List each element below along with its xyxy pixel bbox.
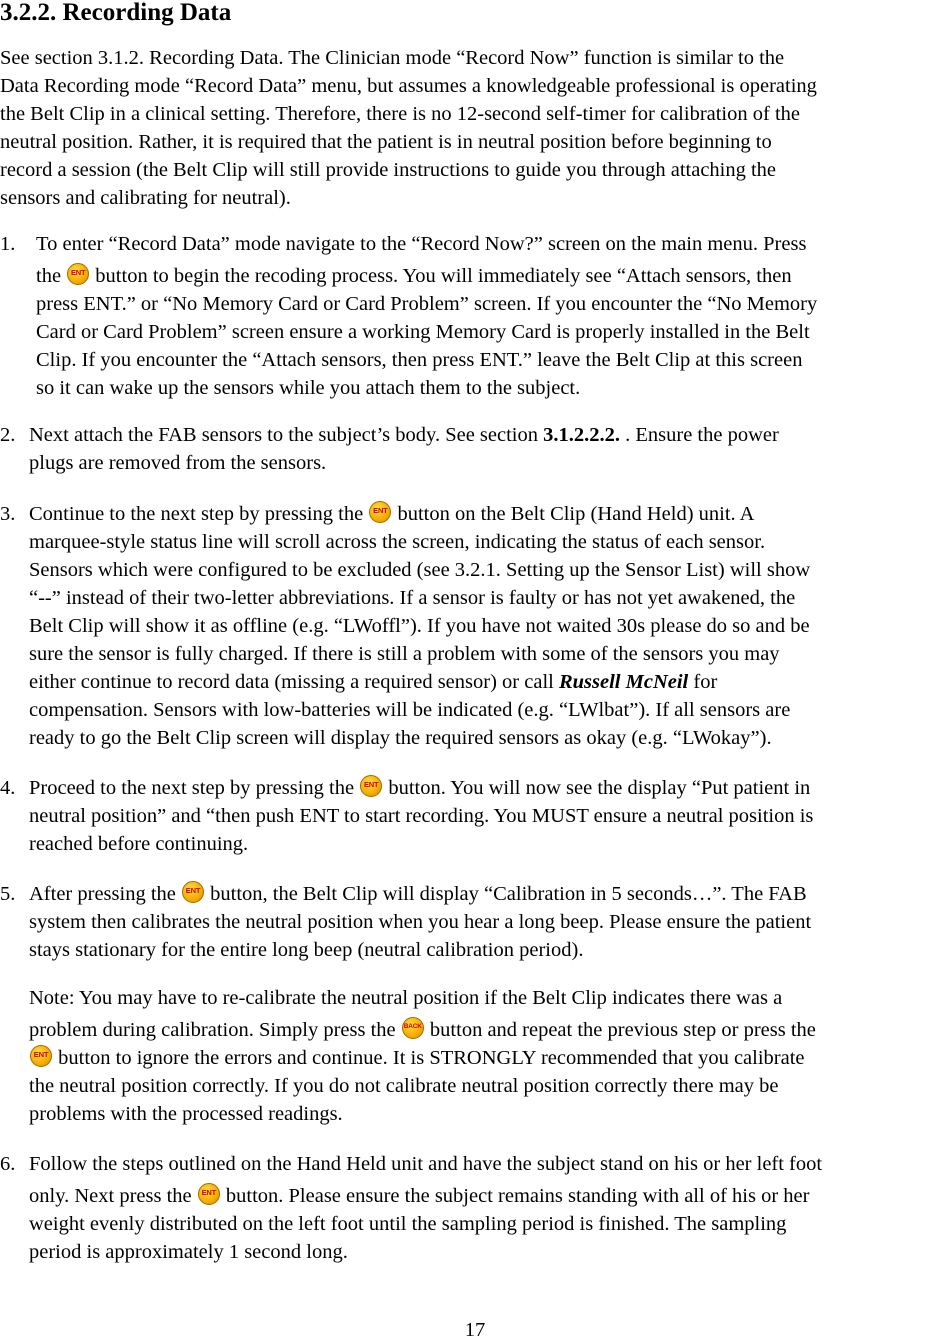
intro-paragraph: [0, 44, 817, 212]
step-6-text: Follow the steps outlined on the Hand Held unit and have the subject stand on his or her left foot only. Next press the ENT button. Please ensure the subject remains standing with all of his or her weight evenly distributed on the left foot until the sampling period is finished. The sampling period is approximately 1 second long.: [29, 1153, 823, 1263]
ent-button-icon: ENT: [198, 1183, 220, 1205]
step-3-number: 3.: [0, 503, 16, 525]
step-5-text: After pressing the ENT button, the Belt Clip will display “Calibration in 5 seconds…”. The FAB system then calibrates the neutral position when you hear a long beep. Please ensure the patient stays stationary for the entire long beep (neutral calibration period).: [29, 883, 812, 961]
ent-button-icon: ENT: [182, 881, 204, 903]
contact-name: Russell McNeil: [558, 671, 689, 693]
step-6-number: 6.: [0, 1153, 16, 1175]
page-number: 17: [464, 1319, 486, 1341]
step-2-text: Next attach the FAB sensors to the subject’s body. See section 3.1.2.2.2. . Ensure the power plugs are removed from the sensors.: [29, 424, 779, 474]
step-4-text: Proceed to the next step by pressing the ENT button. You will now see the display “Put patient in neutral position” and “then push ENT to start recording. You MUST ensure a neutral position is reached before continuing.: [29, 777, 814, 855]
section-title: 3.2.2. Recording Data: [0, 0, 232, 26]
step-4-number: 4.: [0, 777, 16, 799]
step-1-number: 1.: [0, 233, 16, 255]
intro-line: Data Recording mode “Record Data” menu, but assumes a knowledgeable professional is operating: [0, 75, 817, 97]
ent-button-icon: ENT: [67, 263, 89, 285]
calibration-note: Note: You may have to re-calibrate the neutral position if the Belt Clip indicates there was a problem during calibration. Simply press the BACK button and repeat the previous step or press the ENT button to ignore the errors and continue. It is STRONGLY recommended that you calibrate the neutral position correctly. If you do not calibrate neutral position correctly there may be problems with the processed readings.: [29, 987, 816, 1125]
step-5-number: 5.: [0, 883, 16, 905]
step-1-text: To enter “Record Data” mode navigate to the “Record Now?” screen on the main menu. Press the ENT button to begin the recoding process. You will immediately see “Attach sensors, then press ENT.” or “No Memory Card or Card Problem” screen. If you encounter the “No Memory Card or Card Problem” screen ensure a working Memory Card is properly installed in the Belt Clip. If you encounter the “Attach sensors, then press ENT.” leave the Belt Clip at this screen so it can wake up the sensors while you attach them to the subject.: [36, 233, 818, 399]
ent-button-icon: ENT: [30, 1045, 52, 1067]
intro-line: See section 3.1.2. Recording Data. The Clinician mode “Record Now” function is similar to the: [0, 47, 785, 69]
intro-line: sensors and calibrating for neutral).: [0, 187, 291, 209]
step-3-text: Continue to the next step by pressing the ENT button on the Belt Clip (Hand Held) unit. A marquee-style status line will scroll across the screen, indicating the status of each sensor. Sensors which were configured to be excluded (see 3.2.1. Setting up the Sensor List) will show “--” instead of their two-letter abbreviations. If a sensor is faulty or has not yet awakened, the Belt Clip will show it as offline (e.g. “LWoffl”). If you have not waited 30s please do so and be sure the sensor is fully charged. If there is still a problem with some of the sensors you may either continue to record data (missing a required sensor) or call Russell McNeil for compensation. Sensors with low-batteries will be indicated (e.g. “LWlbat”). If all sensors are ready to go the Belt Clip screen will display the required sensors as okay (e.g. “LWokay”).: [29, 503, 811, 749]
ent-button-icon: ENT: [369, 501, 391, 523]
intro-line: neutral position. Rather, it is required that the patient is in neutral position before beginning to: [0, 131, 772, 153]
section-reference: 3.1.2.2.2.: [543, 424, 620, 446]
back-button-icon: BACK: [402, 1017, 424, 1039]
intro-line: record a session (the Belt Clip will still provide instructions to guide you through attaching the: [0, 159, 777, 181]
ent-button-icon: ENT: [360, 775, 382, 797]
intro-line: the Belt Clip in a clinical setting. Therefore, there is no 12-second self-timer for calibration of the: [0, 103, 801, 125]
step-2-number: 2.: [0, 424, 16, 446]
